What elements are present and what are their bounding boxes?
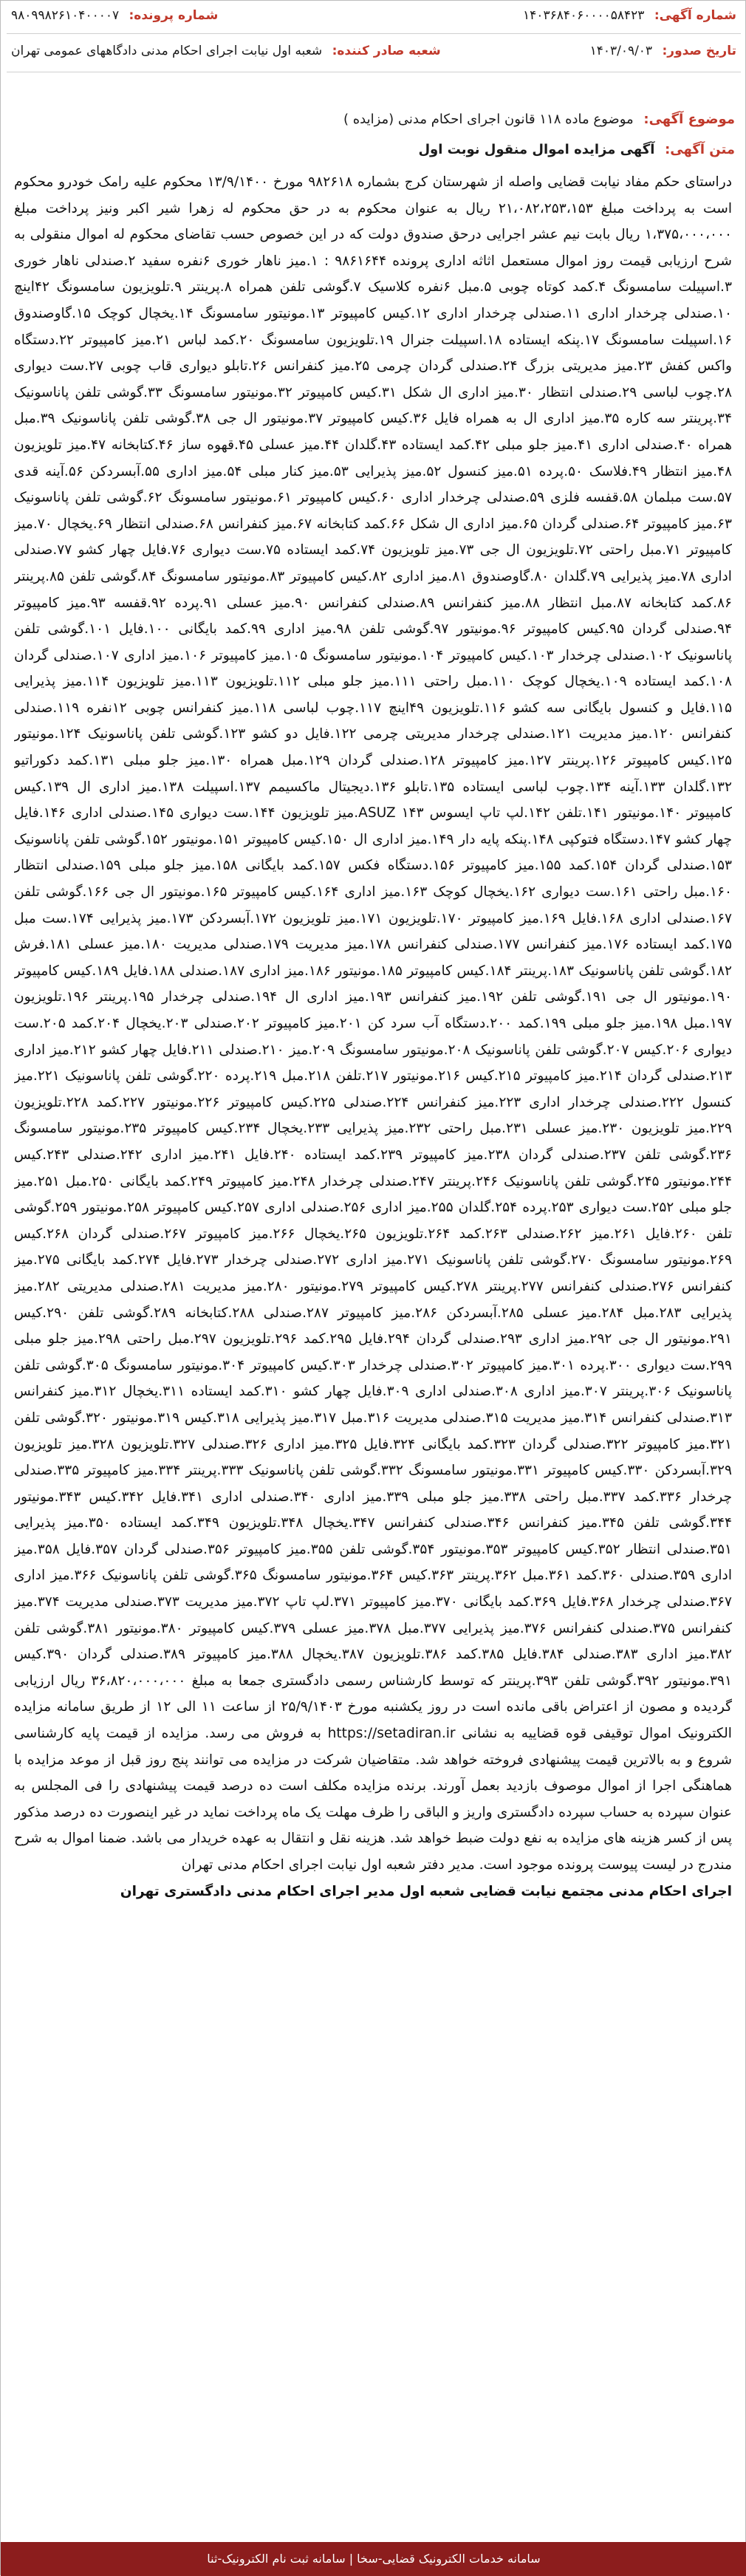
text-label: متن آگهی: <box>665 142 735 157</box>
ad-number-value: ۱۴۰۳۶۸۴۰۶۰۰۰۰۵۸۴۲۳ <box>523 8 645 23</box>
header-divider <box>7 33 741 34</box>
file-number-value: ۹۸۰۹۹۸۲۶۱۰۴۰۰۰۰۷ <box>11 8 120 23</box>
file-number-row <box>11 5 218 26</box>
notice-header <box>1 1 746 98</box>
ad-number-label: شماره آگهی: <box>654 8 736 23</box>
text-value: آگهی مزایده اموال منقول نوبت اول <box>418 142 655 157</box>
subject-row <box>11 108 735 131</box>
issue-date-label: تاریخ صدور: <box>662 44 736 58</box>
footer-bar <box>1 2542 746 2576</box>
ad-number-row <box>523 5 736 26</box>
issuing-branch-value: شعبه اول نیابت اجرای احکام مدنی دادگاههای عمومی تهران <box>11 44 323 58</box>
file-number-label: شماره پرونده: <box>129 8 219 23</box>
text-row <box>11 138 735 162</box>
notice-body-text: دراستای حکم مفاد نیابت قضایی واصله از شهرستان کرج بشماره ۹۸۲۶۱۸ مورخ ۱۳/۹/۱۴۰۰ محکوم علیه رامک خودرو محکوم است به پرداخت مبلغ ۲۱،۰۸۲،۲۵۳،۱۵۳ ریال به عنوان محکوم به در حق محکوم له زهرا شیر اکبر ونیز پرداخت مبلغ ۱،۳۷۵،۰۰۰،۰۰۰ ریال بابت نیم عشر اجرایی درحق صندوق دولت که در این خصوص حسب تقاضای محکوم له اموال منقولی به شرح ارزیابی قیمت روز اموال مستعمل اثاثه اداری پرونده ۹۸۶۱۶۴۴ : ۱.میز ناهار خوری ۶نفره سفید ۲.صندلی ناهار خوری ۳.اسپیلت سامسونگ ۴.کمد کوتاه چوبی ۵.مبل ۶نفره کلاسیک ۷.گوشی تلفن همراه ۸.پرینتر ۹.تلویزیون سامسونگ ۴۲اینچ ۱۰.صندلی چرخدار اداری ۱۱.صندلی چرخدار اداری ۱۲.کیس کامپیوتر ۱۳.مونیتور سامسونگ ۱۴.یخچال کوچک ۱۵.گاوصندوق ۱۶.اسپیلت سامسونگ ۱۷.پنکه ایستاده ۱۸.اسپیلت جنرال ۱۹.تلویزیون سامسونگ ۲۰.کمد لباس ۲۱.میز کامپیوتر ۲۲.دستگاه واکس کفش ۲۳.میز مدیریتی بزرگ ۲۴.صندلی گردان چرمی ۲۵.میز کنفرانس ۲۶.تابلو دیواری قاب چوبی ۲۷.ست دیواری ۲۸.چوب لباسی ۲۹.صندلی انتظار ۳۰.میز اداری ال شکل ۳۱.کیس کامپیوتر ۳۲.مونیتور سامسونگ ۳۳.گوشی تلفن پاناسونیک ۳۴.پرینتر سه کاره ۳۵.میز اداری ال به همراه فایل ۳۶.کیس کامپیوتر ۳۷.مونیتور ال جی ۳۸.گوشی تلفن پاناسونیک ۳۹.مبل همراه ۴۰.صندلی اداری ۴۱.میز جلو مبلی ۴۲.کمد ایستاده ۴۳.گلدان ۴۴.میز عسلی ۴۵.قهوه ساز ۴۶.کتابخانه ۴۷.میز تلویزیون ۴۸.میز انتظار ۴۹.فلاسک ۵۰.پرده ۵۱.میز کنسول ۵۲.میز پذیرایی ۵۳.میز کنار مبلی ۵۴.میز اداری ۵۵.آبسردکن ۵۶.آینه قدی ۵۷.ست مبلمان ۵۸.قفسه فلزی ۵۹.صندلی چرخدار اداری ۶۰.کیس کامپیوتر ۶۱.مونیتور سامسونگ ۶۲.گوشی تلفن پاناسونیک ۶۳.میز کامپیوتر ۶۴.صندلی گردان ۶۵.میز اداری ال شکل ۶۶.کمد کتابخانه ۶۷.میز کنفرانس ۶۸.صندلی انتظار ۶۹.یخچال ۷۰.میز کامپیوتر ۷۱.مبل راحتی ۷۲.تلویزیون ال جی ۷۳.میز تلویزیون ۷۴.کمد ایستاده ۷۵.ست دیواری ۷۶.فایل چهار کشو ۷۷.صندلی اداری ۷۸.میز پذیرایی ۷۹.گلدان ۸۰.گاوصندوق ۸۱.میز اداری ۸۲.کیس کامپیوتر ۸۳.مونیتور سامسونگ ۸۴.گوشی تلفن ۸۵.پرینتر ۸۶.کمد کتابخانه ۸۷.مبل انتظار ۸۸.میز کنفرانس ۸۹.صندلی کنفرانس ۹۰.میز عسلی ۹۱.پرده ۹۲.قفسه ۹۳.میز کامپیوتر ۹۴.صندلی گردان ۹۵.کیس کامپیوتر ۹۶.مونیتور ۹۷.گوشی تلفن ۹۸.میز اداری ۹۹.کمد بایگانی ۱۰۰.فایل ۱۰۱.گوشی تلفن پاناسونیک ۱۰۲.صندلی چرخدار ۱۰۳.کیس کامپیوتر ۱۰۴.مونیتور سامسونگ ۱۰۵.میز کامپیوتر ۱۰۶.میز اداری ۱۰۷.صندلی گردان ۱۰۸.کمد ایستاده ۱۰۹.یخچال کوچک ۱۱۰.مبل راحتی ۱۱۱.میز جلو مبلی ۱۱۲.تلویزیون ۱۱۳.میز تلویزیون ۱۱۴.میز پذیرایی ۱۱۵.فایل و کنسول بایگانی سه کشو ۱۱۶.تلویزیون ۴۹اینچ ۱۱۷.چوب لباسی ۱۱۸.میز کنفرانس چوبی ۱۲نفره ۱۱۹.صندلی کنفرانس ۱۲۰.میز مدیریت ۱۲۱.صندلی چرخدار مدیریتی چرمی ۱۲۲.فایل دو کشو ۱۲۳.گوشی تلفن پاناسونیک ۱۲۴.مونیتور ۱۲۵.کیس کامپیوتر ۱۲۶.پرینتر ۱۲۷.میز کامپیوتر ۱۲۸.صندلی گردان ۱۲۹.مبل همراه ۱۳۰.میز جلو مبلی ۱۳۱.کمد دکوراتیو ۱۳۲.گلدان ۱۳۳.آینه ۱۳۴.چوب لباسی ایستاده ۱۳۵.تابلو ۱۳۶.دیجیتال ماکسیمم ۱۳۷.اسپیلت ۱۳۸.میز اداری ال ۱۳۹.کیس کامپیوتر ۱۴۰.مونیتور ۱۴۱.تلفن ۱۴۲.لپ تاپ ایسوس ASUZ ۱۴۳.میز تلویزیون ۱۴۴.ست دیواری ۱۴۵.صندلی اداری ۱۴۶.فایل چهار کشو ۱۴۷.دستگاه فتوکپی ۱۴۸.پنکه پایه دار ۱۴۹.میز اداری ال ۱۵۰.کیس کامپیوتر ۱۵۱.مونیتور ۱۵۲.گوشی تلفن پاناسونیک ۱۵۳.صندلی گردان ۱۵۴.کمد ۱۵۵.میز کامپیوتر ۱۵۶.دستگاه فکس ۱۵۷.کمد بایگانی ۱۵۸.میز جلو مبلی ۱۵۹.صندلی انتظار ۱۶۰.مبل راحتی ۱۶۱.ست دیواری ۱۶۲.یخچال کوچک ۱۶۳.میز اداری ۱۶۴.کیس کامپیوتر ۱۶۵.مونیتور ال جی ۱۶۶.گوشی تلفن ۱۶۷.صندلی اداری ۱۶۸.فایل ۱۶۹.میز کامپیوتر ۱۷۰.تلویزیون ۱۷۱.میز تلویزیون ۱۷۲.آبسردکن ۱۷۳.میز پذیرایی ۱۷۴.ست مبل ۱۷۵.کمد ایستاده ۱۷۶.میز کنفرانس ۱۷۷.صندلی کنفرانس ۱۷۸.میز مدیریت ۱۷۹.صندلی مدیریت ۱۸۰.میز عسلی ۱۸۱.فرش ۱۸۲.گوشی تلفن پاناسونیک ۱۸۳.پرینتر ۱۸۴.کیس کامپیوتر ۱۸۵.مونیتور ۱۸۶.میز اداری ۱۸۷.صندلی ۱۸۸.فایل ۱۸۹.کیس کامپیوتر ۱۹۰.مونیتور ال جی ۱۹۱.گوشی تلفن ۱۹۲.میز کنفرانس ۱۹۳.میز اداری ال ۱۹۴.صندلی چرخدار ۱۹۵.پرینتر ۱۹۶.تلویزیون ۱۹۷.مبل ۱۹۸.میز جلو مبلی ۱۹۹.کمد ۲۰۰.دستگاه آب سرد کن ۲۰۱.میز کامپیوتر ۲۰۲.صندلی ۲۰۳.یخچال ۲۰۴.کمد ۲۰۵.ست دیواری ۲۰۶.کیس ۲۰۷.گوشی تلفن پاناسونیک ۲۰۸.مونیتور سامسونگ ۲۰۹.میز ۲۱۰.صندلی ۲۱۱.فایل چهار کشو ۲۱۲.میز اداری ۲۱۳.صندلی گردان ۲۱۴.میز کامپیوتر ۲۱۵.کیس ۲۱۶.مونیتور ۲۱۷.تلفن ۲۱۸.مبل ۲۱۹.پرده ۲۲۰.گوشی تلفن پاناسونیک ۲۲۱.میز کنسول ۲۲۲.صندلی چرخدار اداری ۲۲۳.میز کنفرانس ۲۲۴.صندلی ۲۲۵.کیس کامپیوتر ۲۲۶.مونیتور ۲۲۷.کمد ۲۲۸.تلویزیون ۲۲۹.میز تلویزیون ۲۳۰.میز عسلی ۲۳۱.مبل راحتی ۲۳۲.میز پذیرایی ۲۳۳.یخچال ۲۳۴.کیس کامپیوتر ۲۳۵.مونیتور سامسونگ ۲۳۶.گوشی تلفن ۲۳۷.صندلی گردان ۲۳۸.میز کامپیوتر ۲۳۹.کمد ایستاده ۲۴۰.فایل ۲۴۱.میز اداری ۲۴۲.صندلی ۲۴۳.کیس ۲۴۴.مونیتور ۲۴۵.گوشی تلفن پاناسونیک ۲۴۶.پرینتر ۲۴۷.صندلی چرخدار ۲۴۸.میز کامپیوتر ۲۴۹.کمد بایگانی ۲۵۰.مبل ۲۵۱.میز جلو مبلی ۲۵۲.ست دیواری ۲۵۳.پرده ۲۵۴.گلدان ۲۵۵.میز اداری ۲۵۶.صندلی اداری ۲۵۷.کیس کامپیوتر ۲۵۸.مونیتور ۲۵۹.گوشی تلفن ۲۶۰.فایل ۲۶۱.میز ۲۶۲.صندلی ۲۶۳.کمد ۲۶۴.تلویزیون ۲۶۵.یخچال ۲۶۶.میز کامپیوتر ۲۶۷.صندلی گردان ۲۶۸.کیس ۲۶۹.مونیتور سامسونگ ۲۷۰.گوشی تلفن پاناسونیک ۲۷۱.میز اداری ۲۷۲.صندلی چرخدار ۲۷۳.فایل ۲۷۴.کمد بایگانی ۲۷۵.میز کنفرانس ۲۷۶.صندلی کنفرانس ۲۷۷.پرینتر ۲۷۸.کیس کامپیوتر ۲۷۹.مونیتور ۲۸۰.میز مدیریت ۲۸۱.صندلی مدیریتی ۲۸۲.میز پذیرایی ۲۸۳.مبل ۲۸۴.میز عسلی ۲۸۵.آبسردکن ۲۸۶.میز کامپیوتر ۲۸۷.صندلی ۲۸۸.کتابخانه ۲۸۹.گوشی تلفن ۲۹۰.کیس ۲۹۱.مونیتور ال جی ۲۹۲.میز اداری ۲۹۳.صندلی گردان ۲۹۴.فایل ۲۹۵.کمد ۲۹۶.تلویزیون ۲۹۷.مبل راحتی ۲۹۸.میز جلو مبلی ۲۹۹.ست دیواری ۳۰۰.پرده ۳۰۱.میز کامپیوتر ۳۰۲.صندلی چرخدار ۳۰۳.کیس کامپیوتر ۳۰۴.مونیتور سامسونگ ۳۰۵.گوشی تلفن پاناسونیک ۳۰۶.پرینتر ۳۰۷.میز اداری ۳۰۸.صندلی اداری ۳۰۹.فایل چهار کشو ۳۱۰.کمد ایستاده ۳۱۱.یخچال ۳۱۲.میز کنفرانس ۳۱۳.صندلی کنفرانس ۳۱۴.میز مدیریت ۳۱۵.صندلی مدیریت ۳۱۶.مبل ۳۱۷.میز پذیرایی ۳۱۸.کیس ۳۱۹.مونیتور ۳۲۰.گوشی تلفن ۳۲۱.میز کامپیوتر ۳۲۲.صندلی گردان ۳۲۳.کمد بایگانی ۳۲۴.فایل ۳۲۵.میز اداری ۳۲۶.صندلی ۳۲۷.تلویزیون ۳۲۸.میز تلویزیون ۳۲۹.آبسردکن ۳۳۰.کیس کامپیوتر ۳۳۱.مونیتور سامسونگ ۳۳۲.گوشی تلفن پاناسونیک ۳۳۳.پرینتر ۳۳۴.میز کامپیوتر ۳۳۵.صندلی چرخدار ۳۳۶.کمد ۳۳۷.مبل راحتی ۳۳۸.میز جلو مبلی ۳۳۹.میز اداری ۳۴۰.صندلی اداری ۳۴۱.فایل ۳۴۲.کیس ۳۴۳.مونیتور ۳۴۴.گوشی تلفن ۳۴۵.میز کنفرانس ۳۴۶.صندلی کنفرانس ۳۴۷.یخچال ۳۴۸.تلویزیون ۳۴۹.کمد ایستاده ۳۵۰.میز پذیرایی ۳۵۱.صندلی انتظار ۳۵۲.کیس کامپیوتر ۳۵۳.مونیتور ۳۵۴.گوشی تلفن ۳۵۵.میز کامپیوتر ۳۵۶.صندلی گردان ۳۵۷.فایل ۳۵۸.میز اداری ۳۵۹.صندلی ۳۶۰.کمد ۳۶۱.مبل ۳۶۲.پرینتر ۳۶۳.کیس ۳۶۴.مونیتور سامسونگ ۳۶۵.گوشی تلفن پاناسونیک ۳۶۶.میز اداری ۳۶۷.صندلی چرخدار ۳۶۸.فایل ۳۶۹.کمد بایگانی ۳۷۰.میز کامپیوتر ۳۷۱.لپ تاپ ۳۷۲.میز مدیریت ۳۷۳.صندلی مدیریت ۳۷۴.میز کنفرانس ۳۷۵.صندلی کنفرانس ۳۷۶.میز پذیرایی ۳۷۷.مبل ۳۷۸.میز عسلی ۳۷۹.کیس کامپیوتر ۳۸۰.مونیتور ۳۸۱.گوشی تلفن ۳۸۲.میز اداری ۳۸۳.صندلی ۳۸۴.فایل ۳۸۵.کمد ۳۸۶.تلویزیون ۳۸۷.یخچال ۳۸۸.میز کامپیوتر ۳۸۹.صندلی گردان ۳۹۰.کیس ۳۹۱.مونیتور ۳۹۲.گوشی تلفن ۳۹۳.پرینتر که توسط کارشناس رسمی دادگستری جمعا به مبلغ ۳۶،۸۲۰،۰۰۰،۰۰۰ ریال ارزیابی گردیده و مصون از اعتراض باقی مانده است در روز یکشنبه مورخ ۲۵/۹/۱۴۰۳ از ساعت ۱۱ الی ۱۲ از طریق سامانه مزایده الکترونیک اموال توقیفی قوه قضاییه به نشانی https://setadiran.ir به فروش می رسد. مزایده از قیمت پایه کارشناسی شروع و به بالاترین قیمت پیشنهادی فروخته خواهد شد. متقاضیان شرکت در مزایده می توانند پنج روز قبل از موعد مزایده با هماهنگی اجرا از اموال موصوف بازدید بعمل آورند. برنده مزایده مکلف است ده درصد قیمت پیشنهادی را فی المجلس به عنوان سپرده به حساب سپرده دادگستری واریز و الباقی را ظرف مهلت یک ماه پرداخت نماید در غیر اینصورت ده درصد مذکور پس از کسر هزینه های مزایده به نفع دولت ضبط خواهد شد. هزینه نقل و انتقال به عهده خریدار می باشد. ضمنا اموال به شرح مندرج در لیست پیوست پرونده موجود است. مدیر دفتر شعبه اول نیابت اجرای احکام مدنی تهران <box>14 174 732 1873</box>
issue-date-value: ۱۴۰۳/۰۹/۰۳ <box>589 44 653 58</box>
issuing-branch-row <box>11 41 441 61</box>
footer-links[interactable]: سامانه خدمات الکترونیک قضایی-سخا | سامانه ثبت نام الکترونیک-ثنا <box>207 2552 541 2566</box>
notice-signature: اجرای احکام مدنی مجتمع نیابت قضایی شعبه اول مدیر اجرای احکام مدنی دادگستری تهران <box>120 1883 732 1899</box>
notice-body <box>14 169 732 2474</box>
subject-label: موضوع آگهی: <box>643 112 735 127</box>
issuing-branch-label: شعبه صادر کننده: <box>332 44 441 58</box>
subject-value: موضوع ماده ۱۱۸ قانون اجرای احکام مدنی (مزایده ) <box>343 112 634 127</box>
issue-date-row <box>590 41 736 61</box>
